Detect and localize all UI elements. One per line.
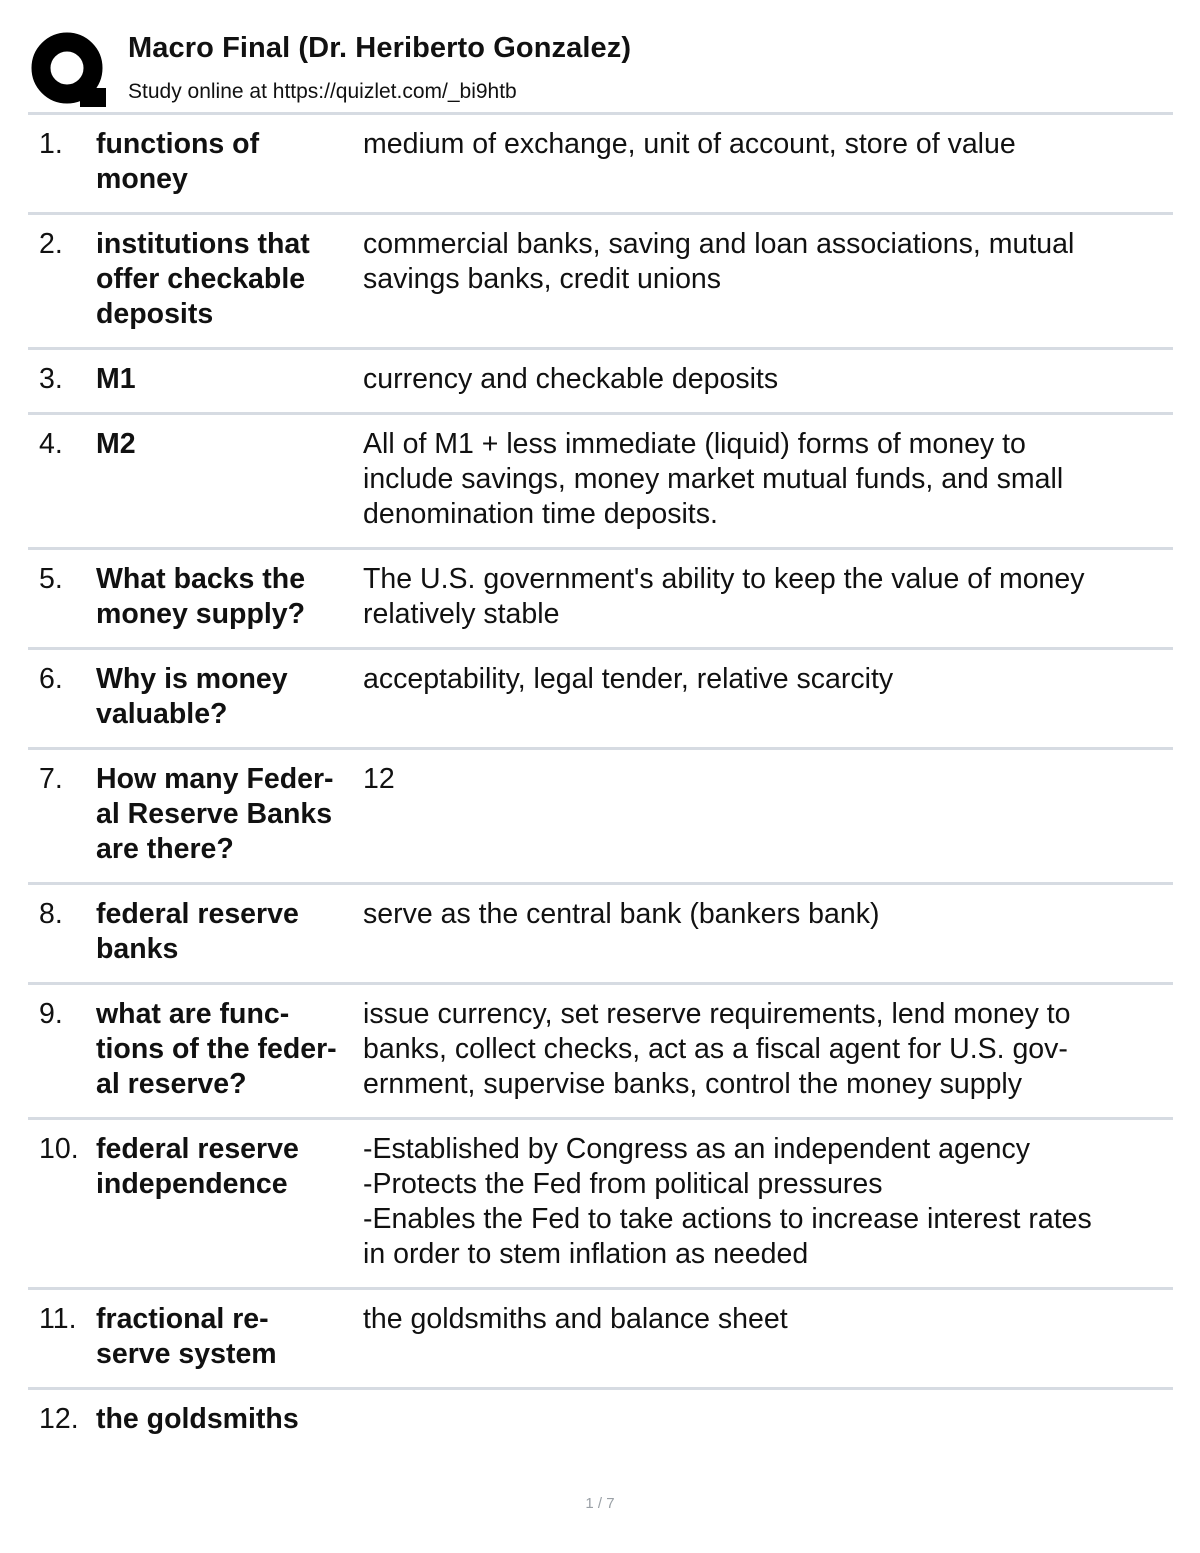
quizlet-q-logo-icon — [30, 30, 110, 110]
page-header — [30, 28, 1172, 108]
card-number: 9. — [39, 998, 63, 1030]
card-definition: serve as the central bank (bankers bank) — [363, 898, 880, 930]
flashcard-row — [28, 415, 1173, 547]
flashcard-row — [28, 115, 1173, 212]
page-title: Macro Final (Dr. Heriberto Gonzalez) — [128, 32, 632, 64]
flashcard-row — [28, 750, 1173, 882]
card-term: federal reserve independence — [96, 1133, 299, 1200]
card-term: institutions that offer checkable deposits — [96, 228, 310, 330]
card-term: Why is money valuable? — [96, 663, 288, 730]
card-term: the goldsmiths — [96, 1403, 299, 1435]
flashcard-row — [28, 550, 1173, 647]
flashcard-row — [28, 1390, 1173, 1452]
card-number: 12. — [39, 1403, 79, 1435]
flashcard-row — [28, 350, 1173, 412]
card-definition: All of M1 + less immediate (liquid) forms of money to include savings, money market mutual funds, and small denomination time deposits. — [363, 428, 1064, 530]
flashcard-list — [28, 112, 1173, 1452]
card-number: 10. — [39, 1133, 79, 1165]
card-number: 7. — [39, 763, 63, 795]
card-number: 8. — [39, 898, 63, 930]
card-number: 2. — [39, 228, 63, 260]
card-definition: medium of exchange, unit of account, store of value — [363, 128, 1016, 160]
card-term: what are func- tions of the feder- al reserve? — [96, 998, 337, 1100]
flashcard-row — [28, 985, 1173, 1117]
card-term: federal reserve banks — [96, 898, 299, 965]
card-number: 5. — [39, 563, 63, 595]
card-term: M1 — [96, 363, 136, 395]
card-definition: The U.S. government's ability to keep the value of money relatively stable — [363, 563, 1085, 630]
flashcard-row — [28, 1120, 1173, 1287]
flashcard-row — [28, 215, 1173, 347]
card-term: M2 — [96, 428, 136, 460]
card-definition: issue currency, set reserve requirements, lend money to banks, collect checks, act as a fiscal agent for U.S. gov- ernment, supervise banks, control the money supply — [363, 998, 1071, 1100]
study-online-link[interactable]: Study online at https://quizlet.com/_bi9htb — [128, 80, 517, 103]
card-number: 3. — [39, 363, 63, 395]
card-number: 11. — [39, 1303, 77, 1335]
flashcard-row — [28, 885, 1173, 982]
card-definition: the goldsmiths and balance sheet — [363, 1303, 788, 1335]
card-term: What backs the money supply? — [96, 563, 306, 630]
card-number: 1. — [39, 128, 63, 160]
card-number: 4. — [39, 428, 63, 460]
card-number: 6. — [39, 663, 63, 695]
card-definition: -Established by Congress as an independent agency -Protects the Fed from political pressures -Enables the Fed to take actions to increase interest rates in order to stem inflation as needed — [363, 1133, 1092, 1270]
card-definition: commercial banks, saving and loan associations, mutual savings banks, credit unions — [363, 228, 1075, 295]
card-term: fractional re- serve system — [96, 1303, 277, 1370]
card-term: How many Feder- al Reserve Banks are there? — [96, 763, 334, 865]
page-indicator: 1 / 7 — [585, 1495, 615, 1512]
flashcard-row — [28, 650, 1173, 747]
flashcard-row — [28, 1290, 1173, 1387]
card-term: functions of money — [96, 128, 260, 195]
card-definition: currency and checkable deposits — [363, 363, 779, 395]
card-definition: acceptability, legal tender, relative scarcity — [363, 663, 894, 695]
card-definition: 12 — [363, 763, 395, 795]
